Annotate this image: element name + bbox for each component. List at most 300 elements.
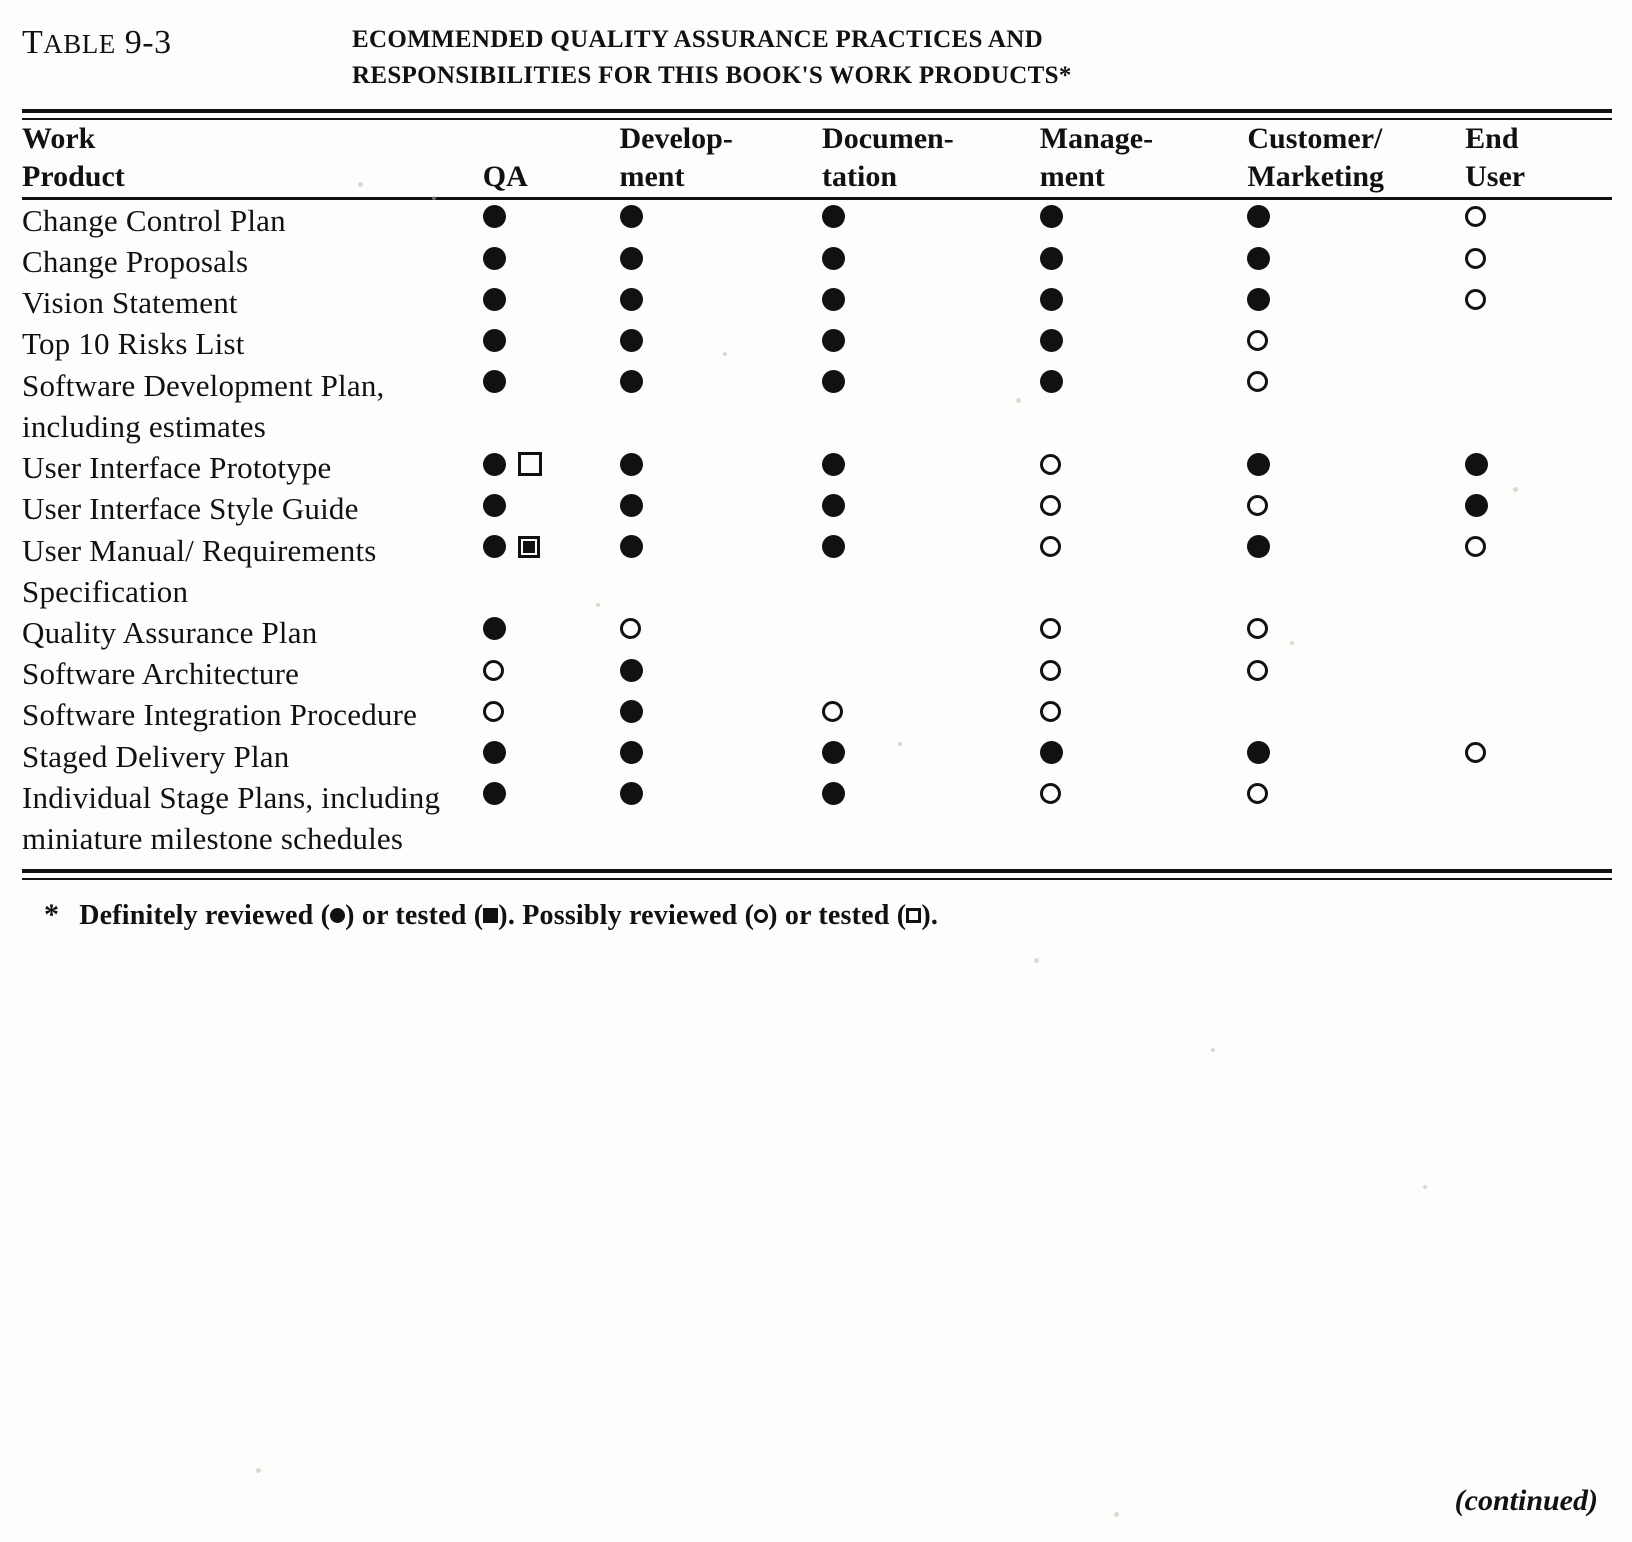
mark-group [1040, 653, 1248, 687]
table-label-word-rest: ABLE [43, 29, 116, 59]
mark-group [620, 241, 823, 275]
mark-cell-documentation [822, 365, 1040, 447]
mark-cell-qa [483, 777, 620, 859]
mark-group [1465, 694, 1612, 728]
mark-group [822, 282, 1040, 316]
filled-circle-icon [483, 494, 506, 517]
scan-speck [1034, 958, 1039, 963]
mark-group [822, 447, 1040, 481]
mark-cell-development [620, 447, 823, 488]
table-row [22, 488, 1612, 529]
mark-group [822, 612, 1040, 646]
mark-cell-documentation [822, 777, 1040, 859]
work-product-cell: Change Control Plan [22, 202, 286, 238]
mark-cell-end-user [1465, 200, 1612, 241]
open-circle-icon [1040, 701, 1061, 722]
filled-circle-icon [620, 700, 643, 723]
work-product-cell: Top 10 Risks List [22, 326, 245, 362]
mark-cell-development [620, 323, 823, 364]
table-body [22, 200, 1612, 860]
filled-circle-icon [822, 288, 845, 311]
mark-cell-qa [483, 200, 620, 241]
filled-circle-icon [483, 453, 506, 476]
mark-cell-development [620, 736, 823, 777]
mark-group [483, 200, 620, 234]
mark-group [483, 323, 620, 357]
mark-cell-end-user [1465, 694, 1612, 735]
open-circle-icon [1465, 289, 1486, 310]
mark-group [620, 282, 823, 316]
mark-cell-documentation [822, 323, 1040, 364]
mark-cell-development [620, 241, 823, 282]
mark-cell-development [620, 488, 823, 529]
mark-cell-management [1040, 736, 1248, 777]
filled-circle-icon [822, 453, 845, 476]
header-end-user [1465, 120, 1612, 197]
mark-cell-end-user [1465, 488, 1612, 529]
mark-cell-customer-marketing [1247, 365, 1465, 447]
mark-group [483, 777, 620, 811]
header-documentation-line2: tation [822, 160, 898, 194]
bottom-double-rule [22, 869, 1612, 880]
page-title [352, 22, 1072, 93]
mark-cell-qa [483, 530, 620, 612]
filled-circle-icon [1040, 247, 1063, 270]
mark-group [822, 777, 1040, 811]
open-circle-icon [1465, 536, 1486, 557]
mark-group [1040, 777, 1248, 811]
mark-group [1040, 736, 1248, 770]
open-circle-icon [1040, 783, 1061, 804]
filled-circle-icon [483, 205, 506, 228]
open-circle-icon [1247, 618, 1268, 639]
mark-group [1465, 282, 1612, 316]
mark-cell-documentation [822, 241, 1040, 282]
filled-circle-icon [620, 782, 643, 805]
work-product-cell: Change Proposals [22, 244, 249, 279]
mark-cell-management [1040, 241, 1248, 282]
scan-speck [432, 196, 436, 200]
mark-group [822, 653, 1040, 687]
mark-cell-development [620, 530, 823, 612]
mark-group [1040, 694, 1248, 728]
filled-circle-icon [620, 494, 643, 517]
mark-group [483, 488, 620, 522]
filled-circle-icon [483, 288, 506, 311]
table-row [22, 530, 1612, 612]
mark-cell-management [1040, 653, 1248, 694]
filled-circle-icon [1247, 453, 1270, 476]
header-qa [483, 120, 620, 197]
table-row [22, 612, 1612, 653]
mark-group [620, 694, 823, 728]
mark-group [620, 777, 823, 811]
filled-circle-icon [483, 741, 506, 764]
mark-cell-customer-marketing [1247, 488, 1465, 529]
mark-cell-end-user [1465, 241, 1612, 282]
header-customer-marketing [1247, 120, 1465, 197]
mark-group [483, 612, 620, 646]
mark-group [1465, 530, 1612, 564]
footnote-part-3: ). Possibly reviewed ( [498, 900, 755, 932]
mark-cell-qa [483, 736, 620, 777]
mark-group [483, 447, 620, 481]
filled-circle-icon [620, 329, 643, 352]
mark-group [620, 736, 823, 770]
table-row [22, 200, 1612, 241]
mark-cell-qa [483, 488, 620, 529]
filled-circle-icon [822, 247, 845, 270]
open-circle-icon [1247, 660, 1268, 681]
mark-cell-qa [483, 323, 620, 364]
filled-circle-icon [1465, 453, 1488, 476]
filled-circle-icon [483, 535, 506, 558]
mark-cell-qa [483, 365, 620, 447]
mark-group [1465, 365, 1612, 399]
scan-speck [1211, 1048, 1215, 1052]
header-documentation-line1: Documen- [822, 122, 954, 155]
mark-cell-management [1040, 488, 1248, 529]
open-circle-icon [1040, 454, 1061, 475]
work-product-cell: Quality Assurance Plan [22, 614, 318, 650]
table-row [22, 365, 1612, 447]
mark-cell-qa [483, 694, 620, 735]
filled-circle-icon [620, 741, 643, 764]
scan-speck [1513, 487, 1518, 492]
mark-cell-customer-marketing [1247, 200, 1465, 241]
filled-circle-icon [620, 370, 643, 393]
mark-cell-development [620, 777, 823, 859]
mark-group [620, 530, 823, 564]
mark-cell-documentation [822, 282, 1040, 323]
mark-group [620, 200, 823, 234]
header-work-product-line1: Work [22, 122, 96, 155]
filled-circle-icon [1247, 288, 1270, 311]
mark-group [822, 200, 1040, 234]
mark-group [1247, 323, 1465, 357]
filled-circle-icon [822, 494, 845, 517]
mark-group [483, 653, 620, 687]
filled-circle-icon [330, 908, 345, 923]
filled-circle-icon [822, 370, 845, 393]
mark-cell-customer-marketing [1247, 323, 1465, 364]
mark-group [1247, 530, 1465, 564]
header-end-user-line2: User [1465, 160, 1526, 194]
filled-circle-icon [483, 329, 506, 352]
work-product-cell: Software Development Plan, including estimates [22, 367, 385, 444]
mark-cell-documentation [822, 530, 1040, 612]
header-work-product-line2: Product [22, 160, 125, 194]
header-customer-line2: Marketing [1247, 160, 1385, 194]
mark-group [822, 736, 1040, 770]
mark-cell-management [1040, 694, 1248, 735]
mark-cell-end-user [1465, 530, 1612, 612]
mark-cell-development [620, 365, 823, 447]
mark-cell-development [620, 694, 823, 735]
table-header [22, 120, 1612, 197]
title-line-2: RESPONSIBILITIES FOR THIS BOOK'S WORK PRODUCTS* [352, 61, 1072, 89]
open-circle-icon [483, 701, 504, 722]
table-label-word: T [22, 24, 44, 61]
mark-cell-development [620, 612, 823, 653]
mark-group [1247, 365, 1465, 399]
mark-cell-customer-marketing [1247, 447, 1465, 488]
filled-circle-icon [1040, 329, 1063, 352]
mark-cell-documentation [822, 488, 1040, 529]
work-product-cell: User Manual/ Requirements Specification [22, 532, 377, 609]
filled-circle-icon [620, 453, 643, 476]
header-customer-line1: Customer/ [1247, 122, 1383, 155]
header-documentation [822, 120, 1040, 197]
mark-cell-qa [483, 653, 620, 694]
work-product-cell: Individual Stage Plans, including miniature milestone schedules [22, 779, 441, 857]
mark-cell-development [620, 653, 823, 694]
mark-cell-management [1040, 323, 1248, 364]
footnote-part-5: ). [921, 900, 939, 932]
header-development [620, 120, 823, 197]
mark-cell-qa [483, 612, 620, 653]
mark-group [1247, 200, 1465, 234]
mark-cell-management [1040, 447, 1248, 488]
filled-circle-icon [1247, 247, 1270, 270]
mark-cell-qa [483, 241, 620, 282]
filled-circle-icon [1465, 494, 1488, 517]
scan-speck [1423, 1185, 1427, 1189]
continued-label: (continued) [1454, 1484, 1598, 1517]
filled-circle-icon [822, 741, 845, 764]
mark-cell-management [1040, 777, 1248, 859]
mark-group [1247, 447, 1465, 481]
mark-group [483, 530, 620, 564]
work-product-cell: User Interface Prototype [22, 450, 332, 486]
scan-speck [596, 603, 600, 607]
mark-group [1247, 736, 1465, 770]
scan-speck [1114, 1512, 1119, 1517]
filled-circle-icon [620, 247, 643, 270]
open-circle-icon [1247, 371, 1268, 392]
filled-circle-icon [483, 247, 506, 270]
filled-circle-icon [483, 617, 506, 640]
mark-group [1040, 530, 1248, 564]
mark-group [620, 612, 823, 646]
mark-group [1040, 447, 1248, 481]
open-circle-icon [822, 701, 843, 722]
filled-circle-icon [1040, 288, 1063, 311]
scan-speck [1290, 641, 1294, 645]
mark-cell-end-user [1465, 653, 1612, 694]
open-circle-icon [1040, 536, 1061, 557]
filled-circle-icon [822, 329, 845, 352]
footnote-marker: * [44, 898, 60, 932]
filled-circle-icon [1040, 205, 1063, 228]
mark-cell-customer-marketing [1247, 736, 1465, 777]
open-circle-icon [1465, 206, 1486, 227]
mark-group [822, 530, 1040, 564]
mark-cell-management [1040, 365, 1248, 447]
mark-group [620, 323, 823, 357]
table-row [22, 694, 1612, 735]
filled-circle-icon [483, 370, 506, 393]
mark-cell-development [620, 282, 823, 323]
table-footnote [44, 898, 1612, 932]
header-row [22, 120, 1612, 197]
table-title-block [0, 0, 1632, 93]
mark-group [483, 282, 620, 316]
footnote-text [79, 900, 938, 932]
open-circle-icon [1247, 330, 1268, 351]
mark-cell-customer-marketing [1247, 694, 1465, 735]
footnote-part-1: Definitely reviewed ( [79, 900, 331, 932]
open-circle-icon [1040, 495, 1061, 516]
table-row [22, 447, 1612, 488]
mark-cell-customer-marketing [1247, 777, 1465, 859]
mark-group [1040, 282, 1248, 316]
scan-speck [358, 182, 363, 187]
filled-circle-icon [620, 659, 643, 682]
mark-cell-management [1040, 200, 1248, 241]
work-product-cell: Vision Statement [22, 285, 238, 321]
scan-speck [1016, 398, 1021, 403]
mark-group [1465, 447, 1612, 481]
mark-group [1247, 653, 1465, 687]
mark-cell-management [1040, 612, 1248, 653]
table-row [22, 736, 1612, 777]
mark-group [1247, 282, 1465, 316]
filled-circle-icon [1247, 535, 1270, 558]
mark-cell-documentation [822, 447, 1040, 488]
filled-square-icon [483, 908, 498, 923]
qa-practices-body-table [22, 200, 1612, 860]
mark-group [483, 736, 620, 770]
filled-circle-icon [1040, 741, 1063, 764]
mark-group [1040, 612, 1248, 646]
mark-group [822, 323, 1040, 357]
mark-cell-end-user [1465, 612, 1612, 653]
mark-cell-customer-marketing [1247, 241, 1465, 282]
scan-speck [898, 742, 902, 746]
header-management-line2: ment [1039, 160, 1105, 194]
mark-group [1465, 777, 1612, 811]
mark-cell-customer-marketing [1247, 282, 1465, 323]
qa-practices-table [22, 120, 1612, 197]
mark-group [1040, 323, 1248, 357]
mark-cell-qa [483, 282, 620, 323]
open-circle-icon [1247, 495, 1268, 516]
mark-group [1465, 612, 1612, 646]
filled-circle-icon [620, 288, 643, 311]
filled-circle-icon [483, 782, 506, 805]
mark-cell-customer-marketing [1247, 653, 1465, 694]
mark-cell-end-user [1465, 282, 1612, 323]
header-development-line1: Develop- [619, 122, 733, 155]
mark-group [1465, 653, 1612, 687]
filled-square-icon [518, 536, 540, 558]
mark-cell-customer-marketing [1247, 612, 1465, 653]
mark-group [1247, 777, 1465, 811]
mark-cell-development [620, 200, 823, 241]
mark-cell-end-user [1465, 777, 1612, 859]
mark-group [822, 241, 1040, 275]
mark-cell-management [1040, 530, 1248, 612]
mark-group [1040, 365, 1248, 399]
open-circle-icon [483, 660, 504, 681]
mark-cell-end-user [1465, 323, 1612, 364]
mark-cell-documentation [822, 736, 1040, 777]
mark-cell-end-user [1465, 365, 1612, 447]
mark-cell-documentation [822, 694, 1040, 735]
work-product-cell: Software Architecture [22, 656, 300, 692]
filled-circle-icon [620, 205, 643, 228]
open-circle-icon [620, 618, 641, 639]
mark-group [1040, 200, 1248, 234]
work-product-cell: Software Integration Procedure [22, 697, 418, 733]
filled-circle-icon [620, 535, 643, 558]
mark-group [620, 653, 823, 687]
mark-cell-customer-marketing [1247, 530, 1465, 612]
mark-group [822, 694, 1040, 728]
open-circle-icon [754, 909, 768, 923]
mark-cell-documentation [822, 200, 1040, 241]
open-circle-icon [1465, 742, 1486, 763]
mark-group [822, 365, 1040, 399]
mark-group [483, 365, 620, 399]
mark-group [1465, 736, 1612, 770]
mark-group [1247, 488, 1465, 522]
open-square-icon [906, 908, 921, 923]
header-development-line2: ment [619, 160, 685, 194]
header-qa-label: QA [482, 160, 528, 194]
mark-group [1465, 200, 1612, 234]
mark-cell-qa [483, 447, 620, 488]
header-management-line1: Manage- [1039, 122, 1154, 155]
mark-cell-management [1040, 282, 1248, 323]
mark-group [1465, 241, 1612, 275]
mark-group [620, 488, 823, 522]
scan-speck [256, 1468, 261, 1473]
work-product-cell: Staged Delivery Plan [22, 738, 290, 774]
header-management [1040, 120, 1248, 197]
table-row [22, 777, 1612, 859]
mark-group [620, 365, 823, 399]
table-row [22, 282, 1612, 323]
mark-cell-documentation [822, 653, 1040, 694]
mark-group [1247, 612, 1465, 646]
mark-group [1465, 488, 1612, 522]
filled-circle-icon [822, 535, 845, 558]
table-row [22, 323, 1612, 364]
mark-cell-end-user [1465, 736, 1612, 777]
footnote-part-2: ) or tested ( [345, 900, 484, 932]
filled-circle-icon [1247, 205, 1270, 228]
open-circle-icon [1465, 248, 1486, 269]
title-line-1: ECOMMENDED QUALITY ASSURANCE PRACTICES AND [352, 26, 1043, 53]
mark-group [1247, 241, 1465, 275]
mark-group [1465, 323, 1612, 357]
table-number-label [22, 22, 352, 62]
open-circle-icon [1247, 783, 1268, 804]
filled-circle-icon [1040, 370, 1063, 393]
open-circle-icon [1040, 660, 1061, 681]
mark-group [822, 488, 1040, 522]
header-end-user-line1: End [1465, 122, 1519, 155]
filled-circle-icon [822, 782, 845, 805]
mark-cell-documentation [822, 612, 1040, 653]
open-square-icon [518, 452, 542, 476]
mark-group [483, 241, 620, 275]
header-work-product [22, 120, 483, 197]
mark-cell-end-user [1465, 447, 1612, 488]
open-circle-icon [1040, 618, 1061, 639]
